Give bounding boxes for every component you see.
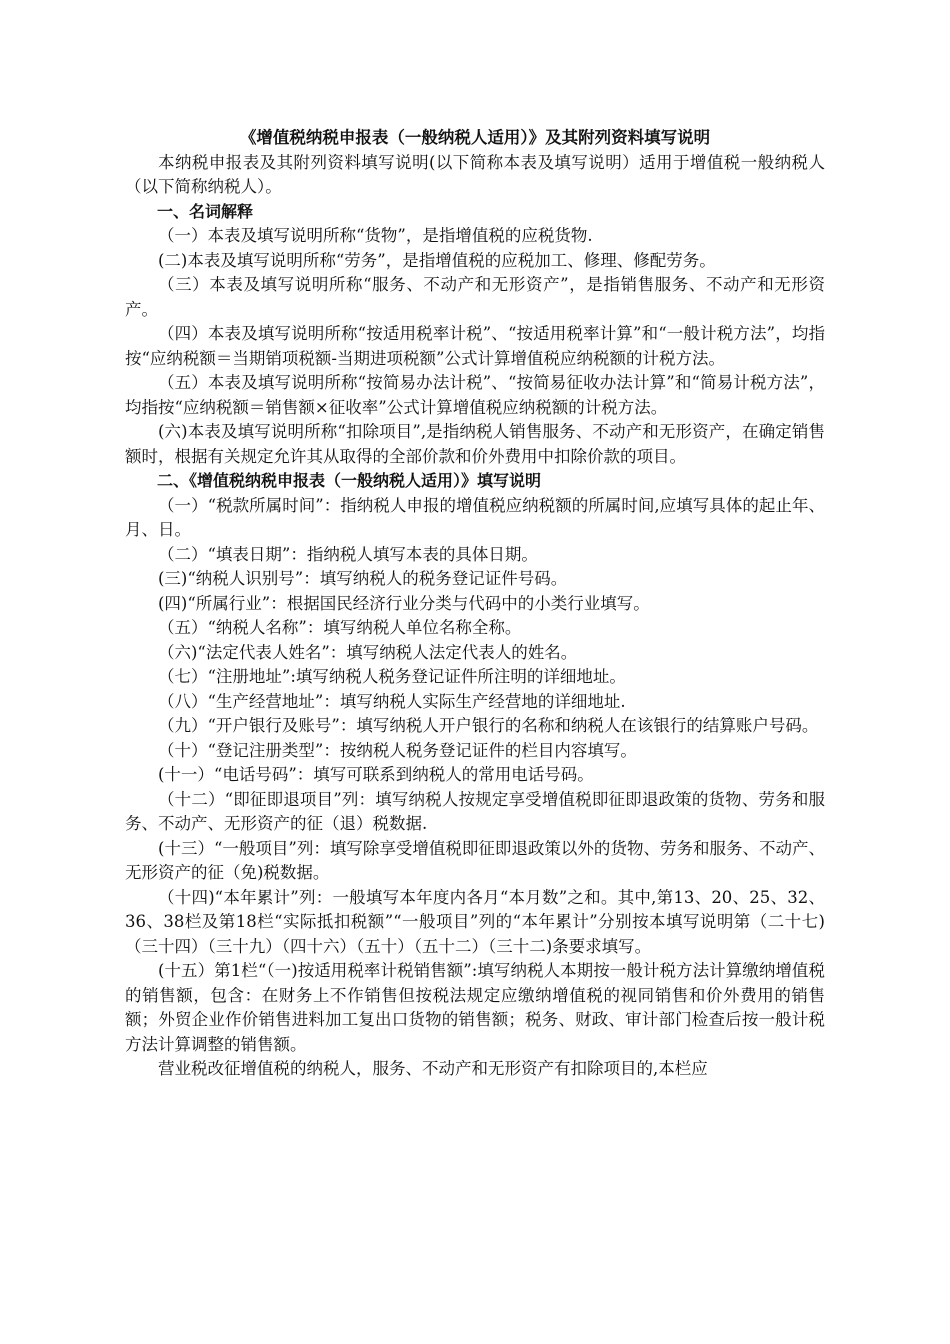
paragraph: （九）“开户银行及账号”：填写纳税人开户银行的名称和纳税人在该银行的结算账户号码。 — [158, 716, 819, 735]
paragraph: (三)“纳税人识别号”：填写纳税人的税务登记证件号码。 — [158, 569, 568, 588]
section-heading-1: 一、名词解释 — [157, 201, 254, 221]
paragraph: （十二）“即征即退项目”列：填写纳税人按规定享受增值税即征即退政策的货物、劳务和服务、不动产、无形资产的征（退）税数据. — [125, 789, 825, 833]
paragraph: (十三）“一般项目”列：填写除享受增值税即征即退政策以外的货物、劳务和服务、不动产、无形资产的征（免)税数据。 — [125, 838, 825, 882]
paragraph: （二）“填表日期”：指纳税人填写本表的具体日期。 — [158, 544, 538, 564]
paragraph: （八）“生产经营地址”：填写纳税人实际生产经营地的详细地址. — [158, 691, 626, 711]
document-page — [125, 126, 825, 1082]
paragraph: （五）本表及填写说明所称“按简易办法计税”、“按简易征收办法计算”和“简易计税方法”，均指按“应纳税额＝销售额×征收率”公式计算增值税应纳税额的计税方法。 — [125, 373, 825, 417]
document-title: 《增值税纳税申报表（一般纳税人适用）》及其附列资料填写说明 — [239, 128, 711, 147]
section-heading-2: 二、《增值税纳税申报表（一般纳税人适用）》填写说明 — [157, 471, 542, 490]
paragraph: （三）本表及填写说明所称“服务、不动产和无形资产”，是指销售服务、不动产和无形资产。 — [125, 275, 825, 319]
paragraph: （六)“法定代表人姓名”：填写纳税人法定代表人的姓名。 — [158, 642, 578, 662]
paragraph: (二)本表及填写说明所称“劳务”，是指增值税的应税加工、修理、修配劳务。 — [158, 250, 716, 270]
paragraph: （一）本表及填写说明所称“货物”，是指增值税的应税货物. — [158, 226, 593, 245]
paragraph: (十一）“电话号码”：填写可联系到纳税人的常用电话号码。 — [158, 765, 594, 784]
paragraph: （四）本表及填写说明所称“按适用税率计税”、“按适用税率计算”和“一般计税方法”，均指按“应纳税额＝当期销项税额-当期进项税额”公式计算增值税应纳税额的计税方法。 — [125, 324, 825, 368]
paragraph: (十五）第1栏“（一)按适用税率计税销售额”:填写纳税人本期按一般计税方法计算缴纳增值税的销售额，包含：在财务上不作销售但按税法规定应缴纳增值税的视同销售和价外费用的销售额；外贸企业作价销售进料加工复出口货物的销售额；税务、财政、审计部门检查后按一般计税方法计算调整的销售额。 — [125, 961, 825, 1054]
paragraph: （七）“注册地址”:填写纳税人税务登记证件所注明的详细地址。 — [158, 667, 626, 686]
paragraph: （一）“税款所属时间”：指纳税人申报的增值税应纳税额的所属时间,应填写具体的起止年、月、日。 — [125, 495, 825, 539]
paragraph: (六)本表及填写说明所称“扣除项目”,是指纳税人销售服务、不动产和无形资产，在确定销售额时，根据有关规定允许其从取得的全部价款和价外费用中扣除价款的项目。 — [125, 422, 825, 466]
paragraph: （十）“登记注册类型”：按纳税人税务登记证件的栏目内容填写。 — [158, 740, 637, 760]
intro-paragraph: 本纳税申报表及其附列资料填写说明(以下简称本表及填写说明）适用于增值税一般纳税人（以下简称纳税人）。 — [125, 152, 825, 196]
paragraph: （五）“纳税人名称”：填写纳税人单位名称全称。 — [158, 618, 522, 637]
paragraph: (四)“所属行业”：根据国民经济行业分类与代码中的小类行业填写。 — [158, 593, 650, 613]
paragraph: 营业税改征增值税的纳税人，服务、不动产和无形资产有扣除项目的,本栏应 — [158, 1059, 708, 1078]
paragraph: （十四)“本年累计”列：一般填写本年度内各月“本月数”之和。其中,第13、20、25、32、36、38栏及第18栏“实际抵扣税额”“一般项目”列的“本年累计”分别按本填写说明第（二十七)（三十四）（三十九）（四十六）（五十）（五十二）（三十二)条要求填写。 — [125, 887, 825, 956]
